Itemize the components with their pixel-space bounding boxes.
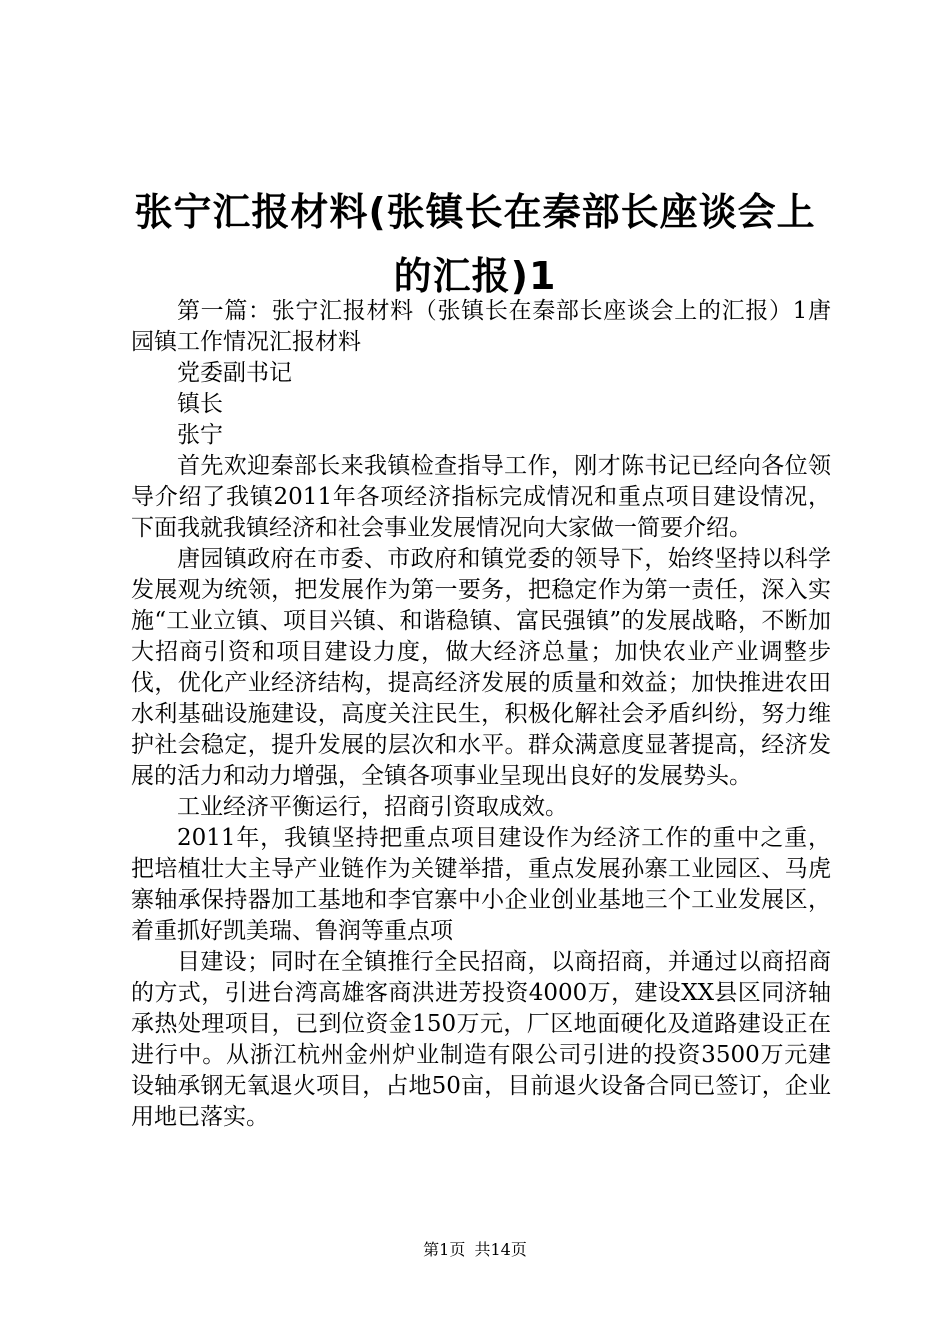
- paragraph-position-deputy-secretary: 党委副书记: [177, 360, 292, 386]
- page-number: 第1页: [423, 1240, 466, 1259]
- paragraph-industry-2011: 2011年，我镇坚持把重点项目建设作为经济工作的重中之重，把培植壮大主导产业链作为关键举措，重点发展孙寨工业园区、马虎寨轴承保持器加工基地和李官寨中小企业创业基地三个工业发展区，着重抓好凯美瑞、鲁润等重点项: [131, 825, 831, 944]
- paragraph-heading: 第一篇：张宁汇报材料（张镇长在秦部长座谈会上的汇报）1唐园镇工作情况汇报材料: [131, 298, 831, 355]
- document-title: 张宁汇报材料(张镇长在秦部长座谈会上的汇报)1: [134, 190, 816, 298]
- document-body: [131, 296, 831, 1133]
- page-footer: [0, 1240, 950, 1260]
- paragraph-section-heading: 工业经济平衡运行，招商引资取成效。: [177, 794, 568, 820]
- paragraph-introduction: 首先欢迎秦部长来我镇检查指导工作，刚才陈书记已经向各位领导介绍了我镇2011年各项经济指标完成情况和重点项目建设情况，下面我就我镇经济和社会事业发展情况向大家做一简要介绍。: [131, 453, 831, 541]
- paragraph-author-name: 张宁: [177, 422, 223, 448]
- paragraph-investment-projects: 目建设；同时在全镇推行全民招商，以商招商，并通过以商招商的方式，引进台湾高雄客商洪进芳投资4000万，建设XX县区同济轴承热处理项目，已到位资金150万元，厂区地面硬化及道路建设正在进行中。从浙江杭州金州炉业制造有限公司引进的投资3500万元建设轴承钢无氧退火项目，占地50亩，目前退火设备合同已签订，企业用地已落实。: [131, 949, 831, 1130]
- paragraph-overview: 唐园镇政府在市委、市政府和镇党委的领导下，始终坚持以科学发展观为统领，把发展作为第一要务，把稳定作为第一责任，深入实施“工业立镇、项目兴镇、和谐稳镇、富民强镇”的发展战略，不断加大招商引资和项目建设力度，做大经济总量；加快农业产业调整步伐，优化产业经济结构，提高经济发展的质量和效益；加快推进农田水利基础设施建设，高度关注民生，积极化解社会矛盾纠纷，努力维护社会稳定，提升发展的层次和水平。群众满意度显著提高，经济发展的活力和动力增强，全镇各项事业呈现出良好的发展势头。: [131, 546, 831, 789]
- page-total: 共14页: [474, 1240, 527, 1259]
- paragraph-position-mayor: 镇长: [177, 391, 223, 417]
